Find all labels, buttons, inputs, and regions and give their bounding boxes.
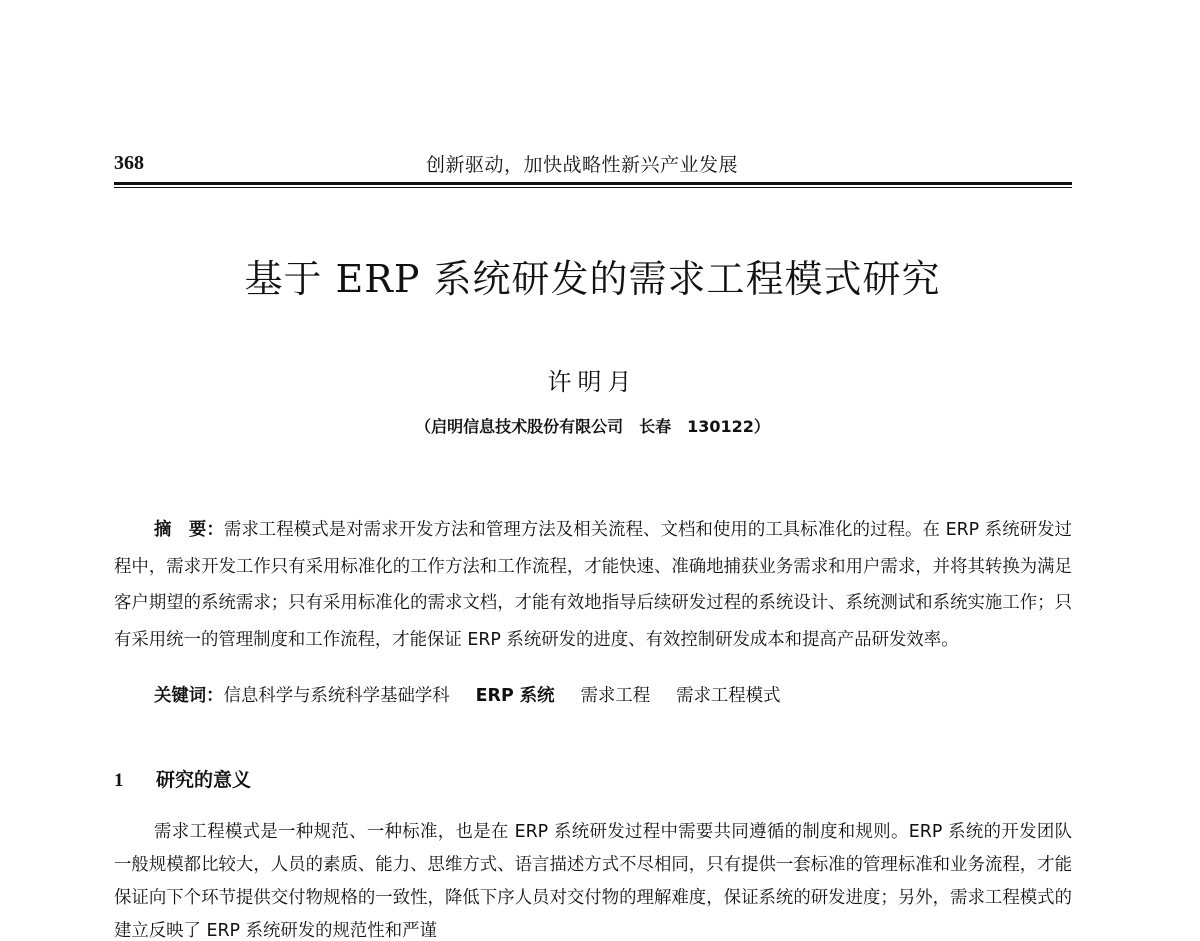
header-rule-thin bbox=[114, 187, 1072, 188]
keyword-item: 需求工程模式 bbox=[676, 686, 781, 706]
author-name: 许明月 bbox=[547, 368, 638, 396]
section-heading bbox=[114, 765, 251, 792]
section-number: 1 bbox=[114, 770, 124, 791]
keywords bbox=[154, 678, 780, 715]
abstract-text: 需求工程模式是对需求开发方法和管理方法及相关流程、文档和使用的工具标准化的过程。在 ERP 系统研发过程中，需求开发工作只有采用标准化的工作方法和工作流程，才能快速、准确地捕获业务需求和用户需求，并将其转换为满足客户期望的系统需求；只有采用标准化的需求文档，才能有效地指导后续研发过程的系统设计、系统测试和系统实施工作；只有采用统一的管理制度和工作流程，才能保证 ERP 系统研发的进度、有效控制研发成本和提高产品研发效率。 bbox=[114, 520, 1072, 650]
keywords-label: 关键词： bbox=[154, 686, 224, 706]
running-header bbox=[114, 148, 1072, 180]
paper-title: 基于 ERP 系统研发的需求工程模式研究 bbox=[244, 257, 941, 301]
author-affiliation: （启明信息技术股份有限公司 长春 130122） bbox=[415, 417, 770, 436]
keyword-item: ERP 系统 bbox=[475, 686, 555, 706]
page-number: 368 bbox=[114, 152, 144, 174]
header-rule-thick bbox=[114, 182, 1072, 185]
abstract-label: 摘 要： bbox=[154, 520, 224, 540]
section-title: 研究的意义 bbox=[156, 769, 252, 791]
keyword-item: 信息科学与系统科学基础学科 bbox=[223, 686, 450, 706]
abstract bbox=[114, 512, 1072, 658]
journal-title: 创新驱动，加快战略性新兴产业发展 bbox=[426, 154, 739, 176]
keyword-item: 需求工程 bbox=[580, 686, 651, 706]
section-body-text: 需求工程模式是一种规范、一种标准，也是在 ERP 系统研发过程中需要共同遵循的制度和规则。ERP 系统的开发团队一般规模都比较大，人员的素质、能力、思维方式、语言描述方式不尽相同，只有提供一套标准的管理标准和业务流程，才能保证向下个环节提供交付物规格的一致性，降低下序人员对交付物的理解难度，保证系统的研发进度；另外，需求工程模式的建立反映了 ERP 系统研发的规范性和严谨 bbox=[114, 822, 1072, 941]
